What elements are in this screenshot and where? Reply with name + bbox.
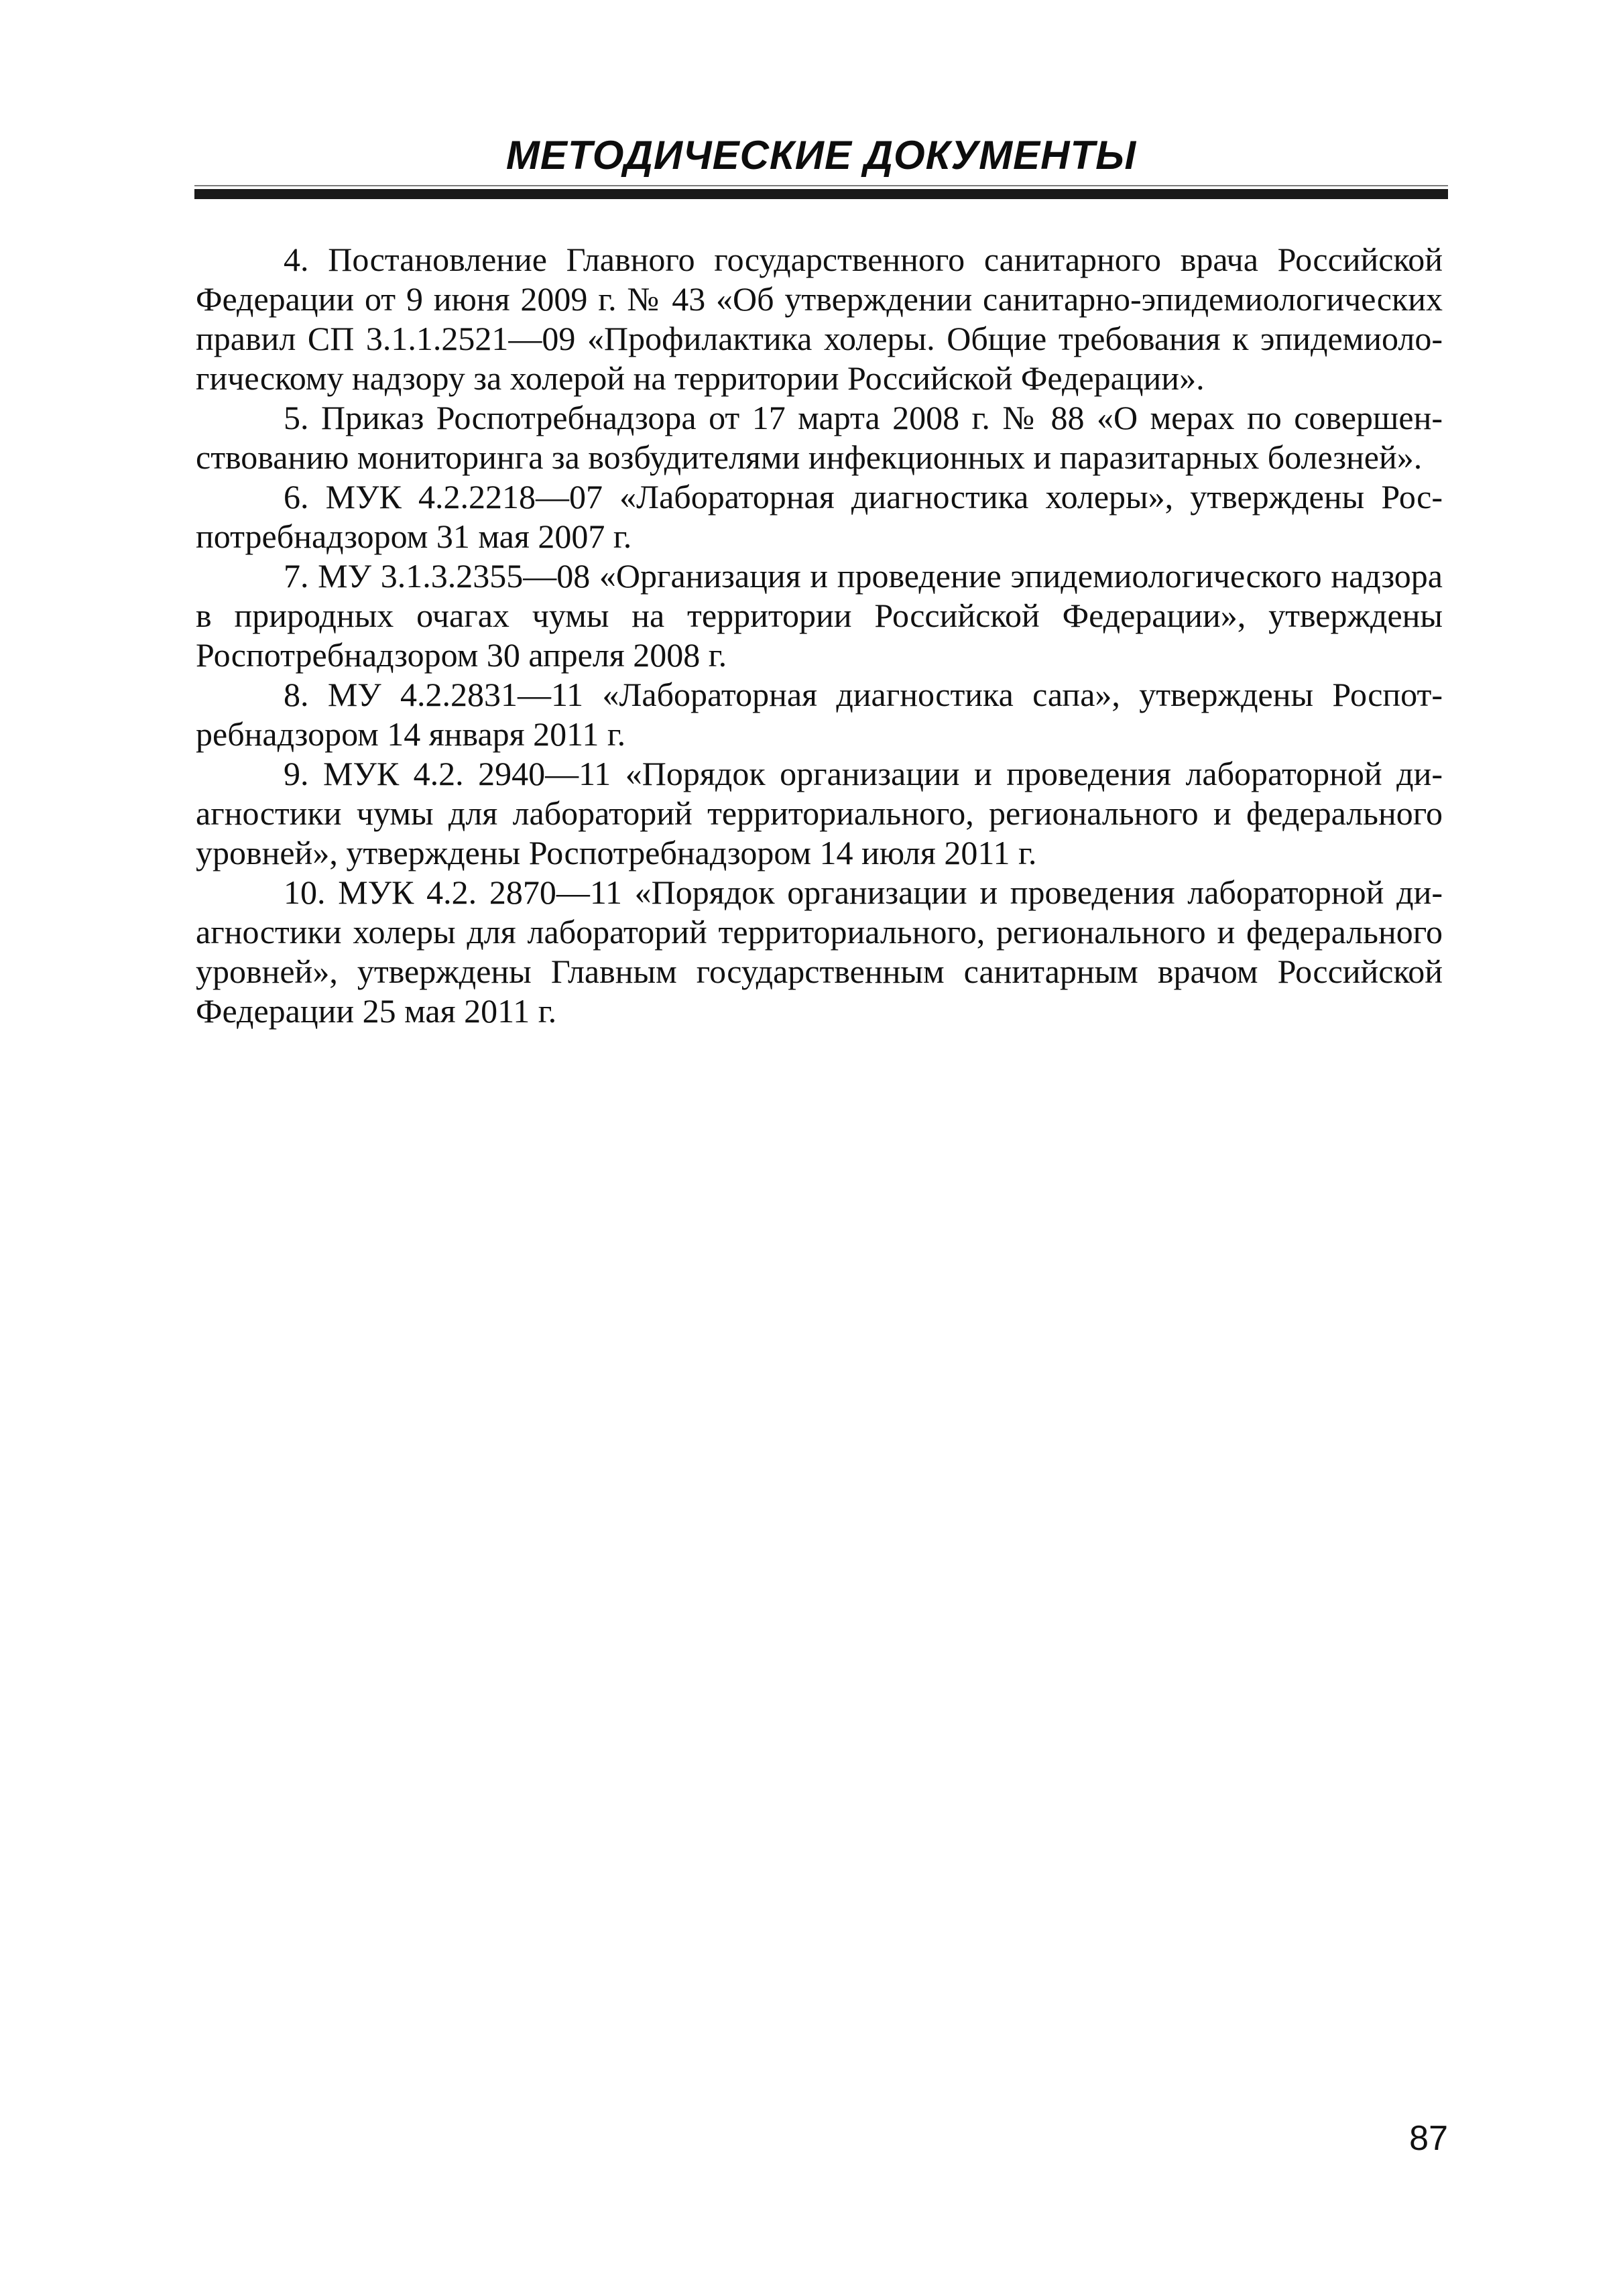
reference-text: МУ 3.1.3.2355—08 «Организация и проведение эпидемиологического надзора в природных очагах чумы на территории Российской Федерации», утверждены Роспотребнадзором 30 апреля 2008 г. [196, 557, 1443, 674]
reference-number: 6. [284, 478, 309, 516]
reference-text: МУ 4.2.2831—11 «Лабораторная диагностика сапа», утверждены Роспотребнадзором 14 января 2011 г. [196, 676, 1443, 753]
reference-text: МУК 4.2. 2940—11 «Порядок организации и проведения лабораторной диагностики чумы для лабораторий территориального, регионального и федерального уровней», утверждены Роспотребнадзором 14 июля 2011 г. [196, 755, 1443, 871]
reference-list [196, 240, 1443, 1031]
list-item [196, 754, 1443, 873]
list-item [196, 675, 1443, 754]
list-item [196, 873, 1443, 1031]
list-item [196, 477, 1443, 556]
header-rule-thin [194, 185, 1448, 186]
running-header: МЕТОДИЧЕСКИЕ ДОКУМЕНТЫ [505, 133, 1137, 178]
header-rule [194, 189, 1448, 199]
reference-number: 5. [284, 399, 309, 436]
page-number: 87 [1409, 2119, 1448, 2158]
list-item [196, 556, 1443, 675]
reference-number: 10. [284, 873, 326, 911]
reference-number: 4. [284, 241, 309, 278]
reference-number: 7. [284, 557, 309, 595]
list-item [196, 398, 1443, 477]
reference-number: 9. [284, 755, 309, 792]
reference-text: МУК 4.2. 2870—11 «Порядок организации и проведения лабораторной диагностики холеры для лабораторий территориального, регионального и федерального уровней», утверждены Главным государственным санитарным врачом Российской Федерации 25 мая 2011 г. [196, 873, 1443, 1030]
reference-text: МУК 4.2.2218—07 «Лабораторная диагностика холеры», утверждены Роспотребнадзором 31 мая 2007 г. [196, 478, 1443, 555]
reference-number: 8. [284, 676, 309, 713]
reference-text: Приказ Роспотребнадзора от 17 марта 2008 г. № 88 «О мерах по совершенствованию мониторинга за возбудителями инфекционных и паразитарных болезней». [196, 399, 1443, 476]
list-item [196, 240, 1443, 398]
reference-text: Постановление Главного государственного санитарного врача Российской Федерации от 9 июня 2009 г. № 43 «Об утверждении санитарно-эпидемиологических правил СП 3.1.1.2521—09 «Профилактика холеры. Общие требования к эпидемиологическому надзору за холерой на территории Российской Федерации». [196, 241, 1443, 397]
